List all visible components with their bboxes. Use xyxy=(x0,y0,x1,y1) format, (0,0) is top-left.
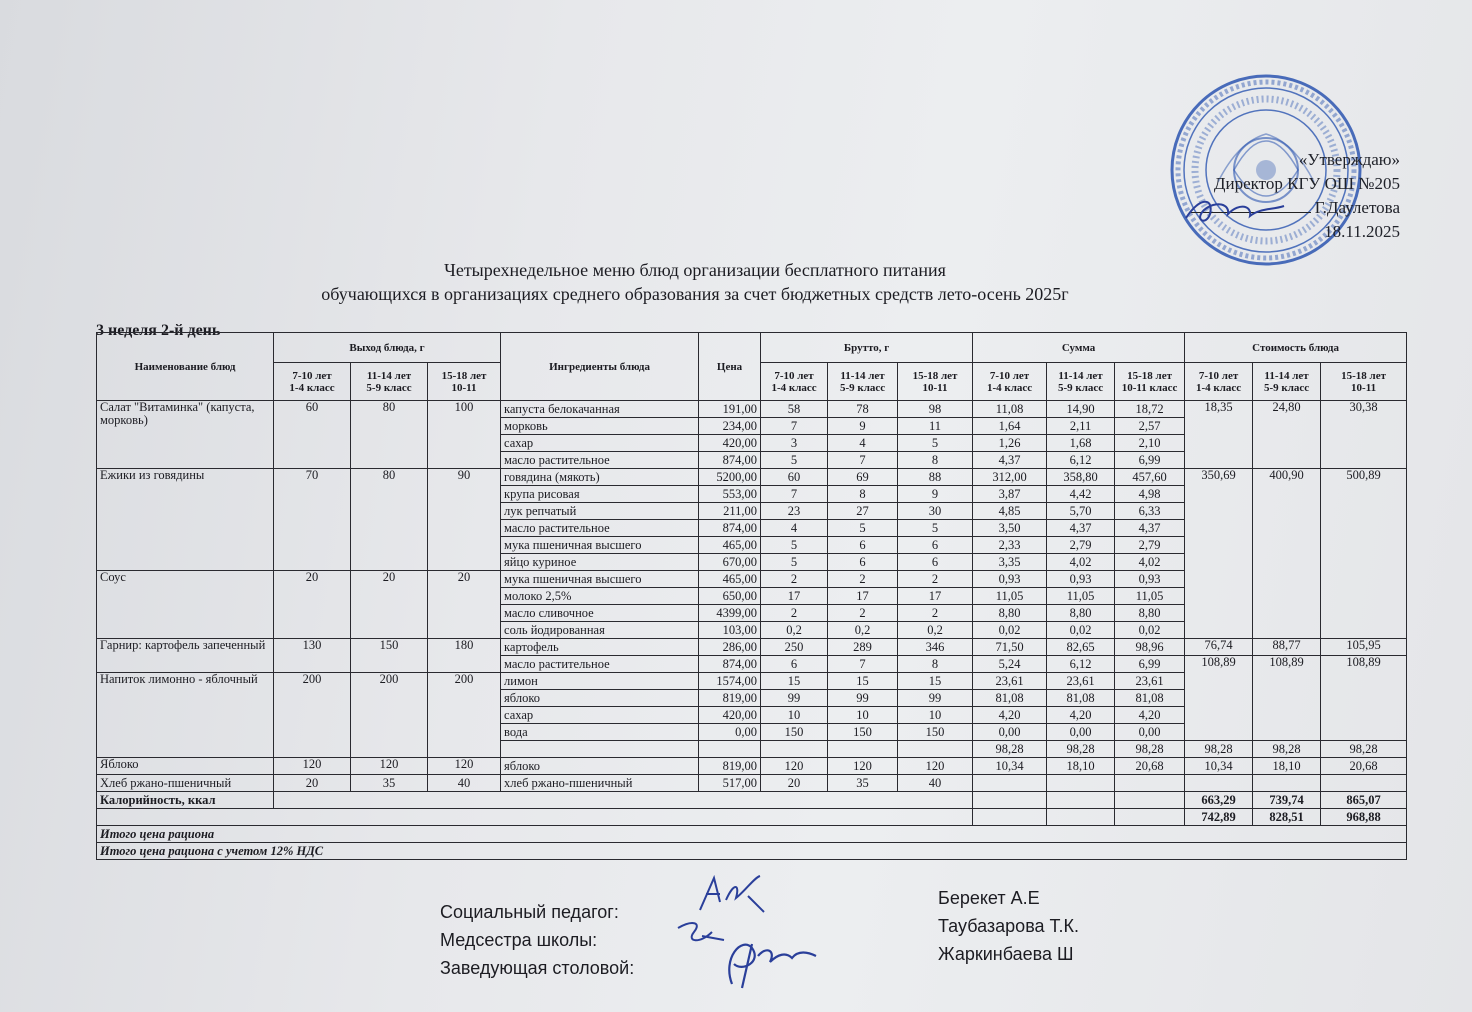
sum-cell: 4,42 xyxy=(1047,486,1115,503)
sum-cell: 4,20 xyxy=(1047,707,1115,724)
ingredient-cell: яйцо куриное xyxy=(501,554,699,571)
sum-cell: 2,57 xyxy=(1115,418,1185,435)
brutto-cell: 2 xyxy=(898,571,973,588)
table-row xyxy=(97,401,1407,418)
price-cell: 465,00 xyxy=(699,571,761,588)
brutto-cell: 5 xyxy=(898,435,973,452)
total-label-row xyxy=(97,826,1407,843)
cost-cell: 10,34 xyxy=(1185,758,1253,775)
sum-cell: 6,33 xyxy=(1115,503,1185,520)
sum-cell: 14,90 xyxy=(1047,401,1115,418)
signers-roles xyxy=(440,898,634,982)
ingredient-cell: яблоко xyxy=(501,690,699,707)
ingredient-cell: масло растительное xyxy=(501,656,699,673)
brutto-cell: 99 xyxy=(828,690,898,707)
output-cell: 60 xyxy=(274,401,351,469)
brutto-cell: 30 xyxy=(898,503,973,520)
role-nurse: Медсестра школы: xyxy=(440,930,598,950)
output-cell: 180 xyxy=(428,639,501,673)
ingredient-cell: соль йодированная xyxy=(501,622,699,639)
dish-name: Салат "Витаминка" (капуста, морковь) xyxy=(97,401,274,469)
output-cell: 20 xyxy=(274,571,351,639)
brutto-cell: 6 xyxy=(761,656,828,673)
sum-cell: 0,93 xyxy=(1047,571,1115,588)
brutto-cell: 88 xyxy=(898,469,973,486)
age-header: 7-10 лет 1-4 класс xyxy=(1185,363,1253,401)
brutto-cell xyxy=(898,741,973,758)
ingredient-cell: масло растительное xyxy=(501,452,699,469)
sum-cell: 98,28 xyxy=(1047,741,1115,758)
sum-cell: 4,02 xyxy=(1047,554,1115,571)
cost-cell: 400,90 xyxy=(1253,469,1321,639)
sum-cell: 4,20 xyxy=(973,707,1047,724)
price-cell: 103,00 xyxy=(699,622,761,639)
col-dish-header: Наименование блюд xyxy=(97,333,274,401)
calories-row xyxy=(97,792,1407,809)
age-header: 11-14 лет 5-9 класс xyxy=(1047,363,1115,401)
brutto-cell: 5 xyxy=(761,452,828,469)
sum-cell: 2,79 xyxy=(1047,537,1115,554)
cost-cell: 350,69 xyxy=(1185,469,1253,639)
col-ingredients-header: Ингредиенты блюда xyxy=(501,333,699,401)
sum-cell: 18,10 xyxy=(1047,758,1115,775)
sum-cell: 81,08 xyxy=(1047,690,1115,707)
brutto-cell: 17 xyxy=(898,588,973,605)
sum-cell: 0,93 xyxy=(973,571,1047,588)
brutto-cell: 150 xyxy=(828,724,898,741)
header-row-1 xyxy=(97,333,1407,363)
vat-label-row xyxy=(97,843,1407,860)
dish-name: Хлеб ржано-пшеничный xyxy=(97,775,274,792)
price-cell: 465,00 xyxy=(699,537,761,554)
sum-cell: 457,60 xyxy=(1115,469,1185,486)
ingredient-cell: сахар xyxy=(501,707,699,724)
ingredient-cell: сахар xyxy=(501,435,699,452)
ingredient-cell: капуста белокачанная xyxy=(501,401,699,418)
brutto-cell: 6 xyxy=(828,537,898,554)
table-row xyxy=(97,469,1407,486)
brutto-cell xyxy=(828,741,898,758)
brutto-cell: 15 xyxy=(898,673,973,690)
sum-cell: 8,80 xyxy=(1047,605,1115,622)
sum-cell: 23,61 xyxy=(1115,673,1185,690)
brutto-cell: 0,2 xyxy=(761,622,828,639)
sum-cell: 0,02 xyxy=(1047,622,1115,639)
ingredient-cell: яблоко xyxy=(501,758,699,775)
brutto-cell: 5 xyxy=(761,554,828,571)
brutto-cell: 17 xyxy=(828,588,898,605)
sum-cell: 3,87 xyxy=(973,486,1047,503)
age-header: 7-10 лет 1-4 класс xyxy=(274,363,351,401)
brutto-cell: 17 xyxy=(761,588,828,605)
cost-cell: 105,95 xyxy=(1321,639,1407,656)
brutto-cell: 120 xyxy=(898,758,973,775)
sum-cell: 1,64 xyxy=(973,418,1047,435)
sum-cell: 4,37 xyxy=(1115,520,1185,537)
cost-cell: 108,89 xyxy=(1321,656,1407,741)
price-cell: 420,00 xyxy=(699,707,761,724)
sum-cell: 0,93 xyxy=(1115,571,1185,588)
price-cell: 819,00 xyxy=(699,758,761,775)
output-cell: 150 xyxy=(351,639,428,673)
brutto-cell: 2 xyxy=(898,605,973,622)
sum-cell: 0,02 xyxy=(973,622,1047,639)
menu-title: Четырехнедельное меню блюд организации бесплатного питания обучающихся в организациях среднего образования за счет бюджетных средств лето-осень 2025г xyxy=(321,260,1069,304)
price-cell xyxy=(699,741,761,758)
output-cell: 200 xyxy=(274,673,351,758)
ingredient-cell: масло сливочное xyxy=(501,605,699,622)
ingredient-cell xyxy=(501,741,699,758)
approval-title: «Утверждаю» xyxy=(1298,150,1400,169)
sum-cell: 11,05 xyxy=(1047,588,1115,605)
sum-cell: 312,00 xyxy=(973,469,1047,486)
sum-cell: 5,70 xyxy=(1047,503,1115,520)
vat-label: Итого цена рациона с учетом 12% НДС xyxy=(97,843,1407,860)
ingredient-cell: лимон xyxy=(501,673,699,690)
cost-cell: 108,89 xyxy=(1253,656,1321,741)
sum-cell: 5,24 xyxy=(973,656,1047,673)
brutto-cell: 3 xyxy=(761,435,828,452)
brutto-cell: 35 xyxy=(828,775,898,792)
brutto-cell: 250 xyxy=(761,639,828,656)
sum-cell: 11,05 xyxy=(1115,588,1185,605)
brutto-cell: 9 xyxy=(898,486,973,503)
output-cell: 100 xyxy=(428,401,501,469)
brutto-cell: 5 xyxy=(898,520,973,537)
output-cell: 120 xyxy=(274,758,351,775)
dish-name: Яблоко xyxy=(97,758,274,775)
sum-cell: 2,11 xyxy=(1047,418,1115,435)
menu-table xyxy=(96,332,1407,860)
cost-cell: 108,89 xyxy=(1185,656,1253,741)
brutto-cell: 8 xyxy=(828,486,898,503)
col-cost-header: Стоимость блюда xyxy=(1185,333,1407,363)
brutto-cell: 23 xyxy=(761,503,828,520)
price-cell: 1574,00 xyxy=(699,673,761,690)
total-value: 968,88 xyxy=(1321,809,1407,826)
brutto-cell: 15 xyxy=(761,673,828,690)
brutto-cell: 150 xyxy=(898,724,973,741)
price-cell: 420,00 xyxy=(699,435,761,452)
ingredient-cell: хлеб ржано-пшеничный xyxy=(501,775,699,792)
director-signature xyxy=(1180,190,1290,230)
calories-label: Калорийность, ккал xyxy=(97,792,274,809)
sum-cell: 11,05 xyxy=(973,588,1047,605)
total-value: 828,51 xyxy=(1253,809,1321,826)
brutto-cell: 5 xyxy=(761,537,828,554)
brutto-cell: 0,2 xyxy=(898,622,973,639)
table-row xyxy=(97,775,1407,792)
sum-cell: 81,08 xyxy=(973,690,1047,707)
brutto-cell: 11 xyxy=(898,418,973,435)
sum-cell: 2,33 xyxy=(973,537,1047,554)
sum-cell: 6,12 xyxy=(1047,656,1115,673)
brutto-cell: 2 xyxy=(761,571,828,588)
output-cell: 90 xyxy=(428,469,501,571)
price-cell: 874,00 xyxy=(699,452,761,469)
sum-cell: 98,28 xyxy=(973,741,1047,758)
price-cell: 0,00 xyxy=(699,724,761,741)
approval-name: Г.Даулетова xyxy=(1130,196,1400,220)
output-cell: 80 xyxy=(351,401,428,469)
age-header: 11-14 лет 5-9 класс xyxy=(351,363,428,401)
brutto-cell: 2 xyxy=(828,571,898,588)
brutto-cell: 150 xyxy=(761,724,828,741)
name-social-teacher: Берекет А.Е xyxy=(938,888,1040,908)
ingredient-cell: масло растительное xyxy=(501,520,699,537)
table-row xyxy=(97,639,1407,656)
cost-cell: 98,28 xyxy=(1185,741,1253,758)
brutto-cell: 6 xyxy=(828,554,898,571)
sum-cell: 71,50 xyxy=(973,639,1047,656)
table-row xyxy=(97,758,1407,775)
output-cell: 120 xyxy=(351,758,428,775)
brutto-cell: 99 xyxy=(898,690,973,707)
total-label: Итого цена рациона xyxy=(97,826,1407,843)
sum-cell: 98,28 xyxy=(1115,741,1185,758)
sum-cell: 0,00 xyxy=(973,724,1047,741)
brutto-cell: 60 xyxy=(761,469,828,486)
sum-cell: 4,37 xyxy=(973,452,1047,469)
price-cell: 670,00 xyxy=(699,554,761,571)
brutto-cell: 2 xyxy=(761,605,828,622)
brutto-cell: 10 xyxy=(761,707,828,724)
calories-value: 739,74 xyxy=(1253,792,1321,809)
sum-cell: 8,80 xyxy=(1115,605,1185,622)
ingredient-cell: молоко 2,5% xyxy=(501,588,699,605)
col-brutto-header: Брутто, г xyxy=(761,333,973,363)
sum-cell: 6,99 xyxy=(1115,452,1185,469)
brutto-cell: 8 xyxy=(898,452,973,469)
brutto-cell: 0,2 xyxy=(828,622,898,639)
signature-social-teacher xyxy=(690,872,770,916)
ingredient-cell: крупа рисовая xyxy=(501,486,699,503)
ingredient-cell: вода xyxy=(501,724,699,741)
cost-cell: 18,10 xyxy=(1253,758,1321,775)
brutto-cell xyxy=(761,741,828,758)
sum-cell: 6,12 xyxy=(1047,452,1115,469)
sum-cell: 0,00 xyxy=(1115,724,1185,741)
brutto-cell: 99 xyxy=(761,690,828,707)
sum-cell: 4,85 xyxy=(973,503,1047,520)
ingredient-cell: лук репчатый xyxy=(501,503,699,520)
cost-cell: 76,74 xyxy=(1185,639,1253,656)
age-header: 11-14 лет 5-9 класс xyxy=(1253,363,1321,401)
brutto-cell: 7 xyxy=(761,486,828,503)
role-canteen-head: Заведующая столовой: xyxy=(440,958,635,978)
brutto-cell: 40 xyxy=(898,775,973,792)
output-cell: 80 xyxy=(351,469,428,571)
sum-cell: 98,96 xyxy=(1115,639,1185,656)
brutto-cell: 98 xyxy=(898,401,973,418)
age-header: 11-14 лет 5-9 класс xyxy=(828,363,898,401)
sum-cell: 358,80 xyxy=(1047,469,1115,486)
sum-cell: 23,61 xyxy=(1047,673,1115,690)
brutto-cell: 7 xyxy=(761,418,828,435)
brutto-cell: 20 xyxy=(761,775,828,792)
price-cell: 5200,00 xyxy=(699,469,761,486)
total-row xyxy=(97,809,1407,826)
ingredient-cell: мука пшеничная высшего xyxy=(501,537,699,554)
sum-cell: 4,20 xyxy=(1115,707,1185,724)
dish-name: Соус xyxy=(97,571,274,639)
age-header: 7-10 лет 1-4 класс xyxy=(761,363,828,401)
brutto-cell: 5 xyxy=(828,520,898,537)
week-day-label: 3 неделя 2-й день xyxy=(96,322,221,339)
sum-cell: 4,02 xyxy=(1115,554,1185,571)
brutto-cell: 346 xyxy=(898,639,973,656)
col-output-header: Выход блюда, г xyxy=(274,333,501,363)
ingredient-cell: говядина (мякоть) xyxy=(501,469,699,486)
calories-value: 865,07 xyxy=(1321,792,1407,809)
approval-date: 18.11.2025 xyxy=(1324,222,1400,241)
brutto-cell: 6 xyxy=(898,554,973,571)
output-cell: 20 xyxy=(428,571,501,639)
dish-name: Гарнир: картофель запеченный xyxy=(97,639,274,673)
price-cell: 517,00 xyxy=(699,775,761,792)
price-cell: 211,00 xyxy=(699,503,761,520)
col-price-header: Цена xyxy=(699,333,761,401)
brutto-cell: 9 xyxy=(828,418,898,435)
brutto-cell: 2 xyxy=(828,605,898,622)
sum-cell: 10,34 xyxy=(973,758,1047,775)
sum-cell: 23,61 xyxy=(973,673,1047,690)
age-header: 15-18 лет 10-11 класс xyxy=(1115,363,1185,401)
sum-cell: 0,02 xyxy=(1115,622,1185,639)
brutto-cell: 289 xyxy=(828,639,898,656)
name-canteen-head: Жаркинбаева Ш xyxy=(938,944,1074,964)
output-cell: 20 xyxy=(351,571,428,639)
approval-director: Директор КГУ ОШ №205 xyxy=(1213,174,1400,193)
cost-cell: 18,35 xyxy=(1185,401,1253,469)
output-cell: 120 xyxy=(428,758,501,775)
brutto-cell: 58 xyxy=(761,401,828,418)
cost-cell: 500,89 xyxy=(1321,469,1407,639)
ingredient-cell: морковь xyxy=(501,418,699,435)
name-nurse: Таубазарова Т.К. xyxy=(938,916,1080,936)
brutto-cell: 120 xyxy=(828,758,898,775)
brutto-cell: 10 xyxy=(898,707,973,724)
calories-value: 663,29 xyxy=(1185,792,1253,809)
sum-cell: 3,50 xyxy=(973,520,1047,537)
price-cell: 650,00 xyxy=(699,588,761,605)
brutto-cell: 15 xyxy=(828,673,898,690)
total-value: 742,89 xyxy=(1185,809,1253,826)
brutto-cell: 7 xyxy=(828,656,898,673)
brutto-cell: 69 xyxy=(828,469,898,486)
sum-cell: 0,00 xyxy=(1047,724,1115,741)
brutto-cell: 6 xyxy=(898,537,973,554)
brutto-cell: 27 xyxy=(828,503,898,520)
brutto-cell: 4 xyxy=(828,435,898,452)
cost-cell: 30,38 xyxy=(1321,401,1407,469)
price-cell: 191,00 xyxy=(699,401,761,418)
role-social-teacher: Социальный педагог: xyxy=(440,902,619,922)
sum-cell: 20,68 xyxy=(1115,758,1185,775)
price-cell: 874,00 xyxy=(699,520,761,537)
brutto-cell: 120 xyxy=(761,758,828,775)
age-header: 15-18 лет 10-11 xyxy=(1321,363,1407,401)
sum-cell: 6,99 xyxy=(1115,656,1185,673)
sum-cell: 8,80 xyxy=(973,605,1047,622)
age-header: 7-10 лет 1-4 класс xyxy=(973,363,1047,401)
output-cell: 35 xyxy=(351,775,428,792)
dish-name: Ежики из говядины xyxy=(97,469,274,571)
output-cell: 40 xyxy=(428,775,501,792)
output-cell: 130 xyxy=(274,639,351,673)
output-cell: 200 xyxy=(428,673,501,758)
sum-cell: 1,26 xyxy=(973,435,1047,452)
brutto-cell: 7 xyxy=(828,452,898,469)
sum-cell: 3,35 xyxy=(973,554,1047,571)
sum-cell: 11,08 xyxy=(973,401,1047,418)
cost-cell: 98,28 xyxy=(1253,741,1321,758)
output-cell: 200 xyxy=(351,673,428,758)
ingredient-cell: картофель xyxy=(501,639,699,656)
sum-cell: 2,10 xyxy=(1115,435,1185,452)
output-cell: 70 xyxy=(274,469,351,571)
sum-cell: 82,65 xyxy=(1047,639,1115,656)
sum-cell: 4,37 xyxy=(1047,520,1115,537)
price-cell: 234,00 xyxy=(699,418,761,435)
brutto-cell: 78 xyxy=(828,401,898,418)
sum-cell: 81,08 xyxy=(1115,690,1185,707)
price-cell: 4399,00 xyxy=(699,605,761,622)
sum-cell: 4,98 xyxy=(1115,486,1185,503)
sum-cell: 2,79 xyxy=(1115,537,1185,554)
ingredient-cell: мука пшеничная высшего xyxy=(501,571,699,588)
price-cell: 286,00 xyxy=(699,639,761,656)
signers-names xyxy=(938,884,1079,968)
brutto-cell: 4 xyxy=(761,520,828,537)
age-header: 15-18 лет 10-11 xyxy=(428,363,501,401)
col-sum-header: Сумма xyxy=(973,333,1185,363)
price-cell: 819,00 xyxy=(699,690,761,707)
cost-cell: 20,68 xyxy=(1321,758,1407,775)
age-header: 15-18 лет 10-11 xyxy=(898,363,973,401)
cost-cell: 98,28 xyxy=(1321,741,1407,758)
output-cell: 20 xyxy=(274,775,351,792)
sum-cell: 1,68 xyxy=(1047,435,1115,452)
price-cell: 874,00 xyxy=(699,656,761,673)
dish-name: Напиток лимонно - яблочный xyxy=(97,673,274,758)
cost-cell: 88,77 xyxy=(1253,639,1321,656)
signature-canteen-head xyxy=(712,928,822,990)
sum-cell: 18,72 xyxy=(1115,401,1185,418)
cost-cell: 24,80 xyxy=(1253,401,1321,469)
brutto-cell: 10 xyxy=(828,707,898,724)
brutto-cell: 8 xyxy=(898,656,973,673)
price-cell: 553,00 xyxy=(699,486,761,503)
